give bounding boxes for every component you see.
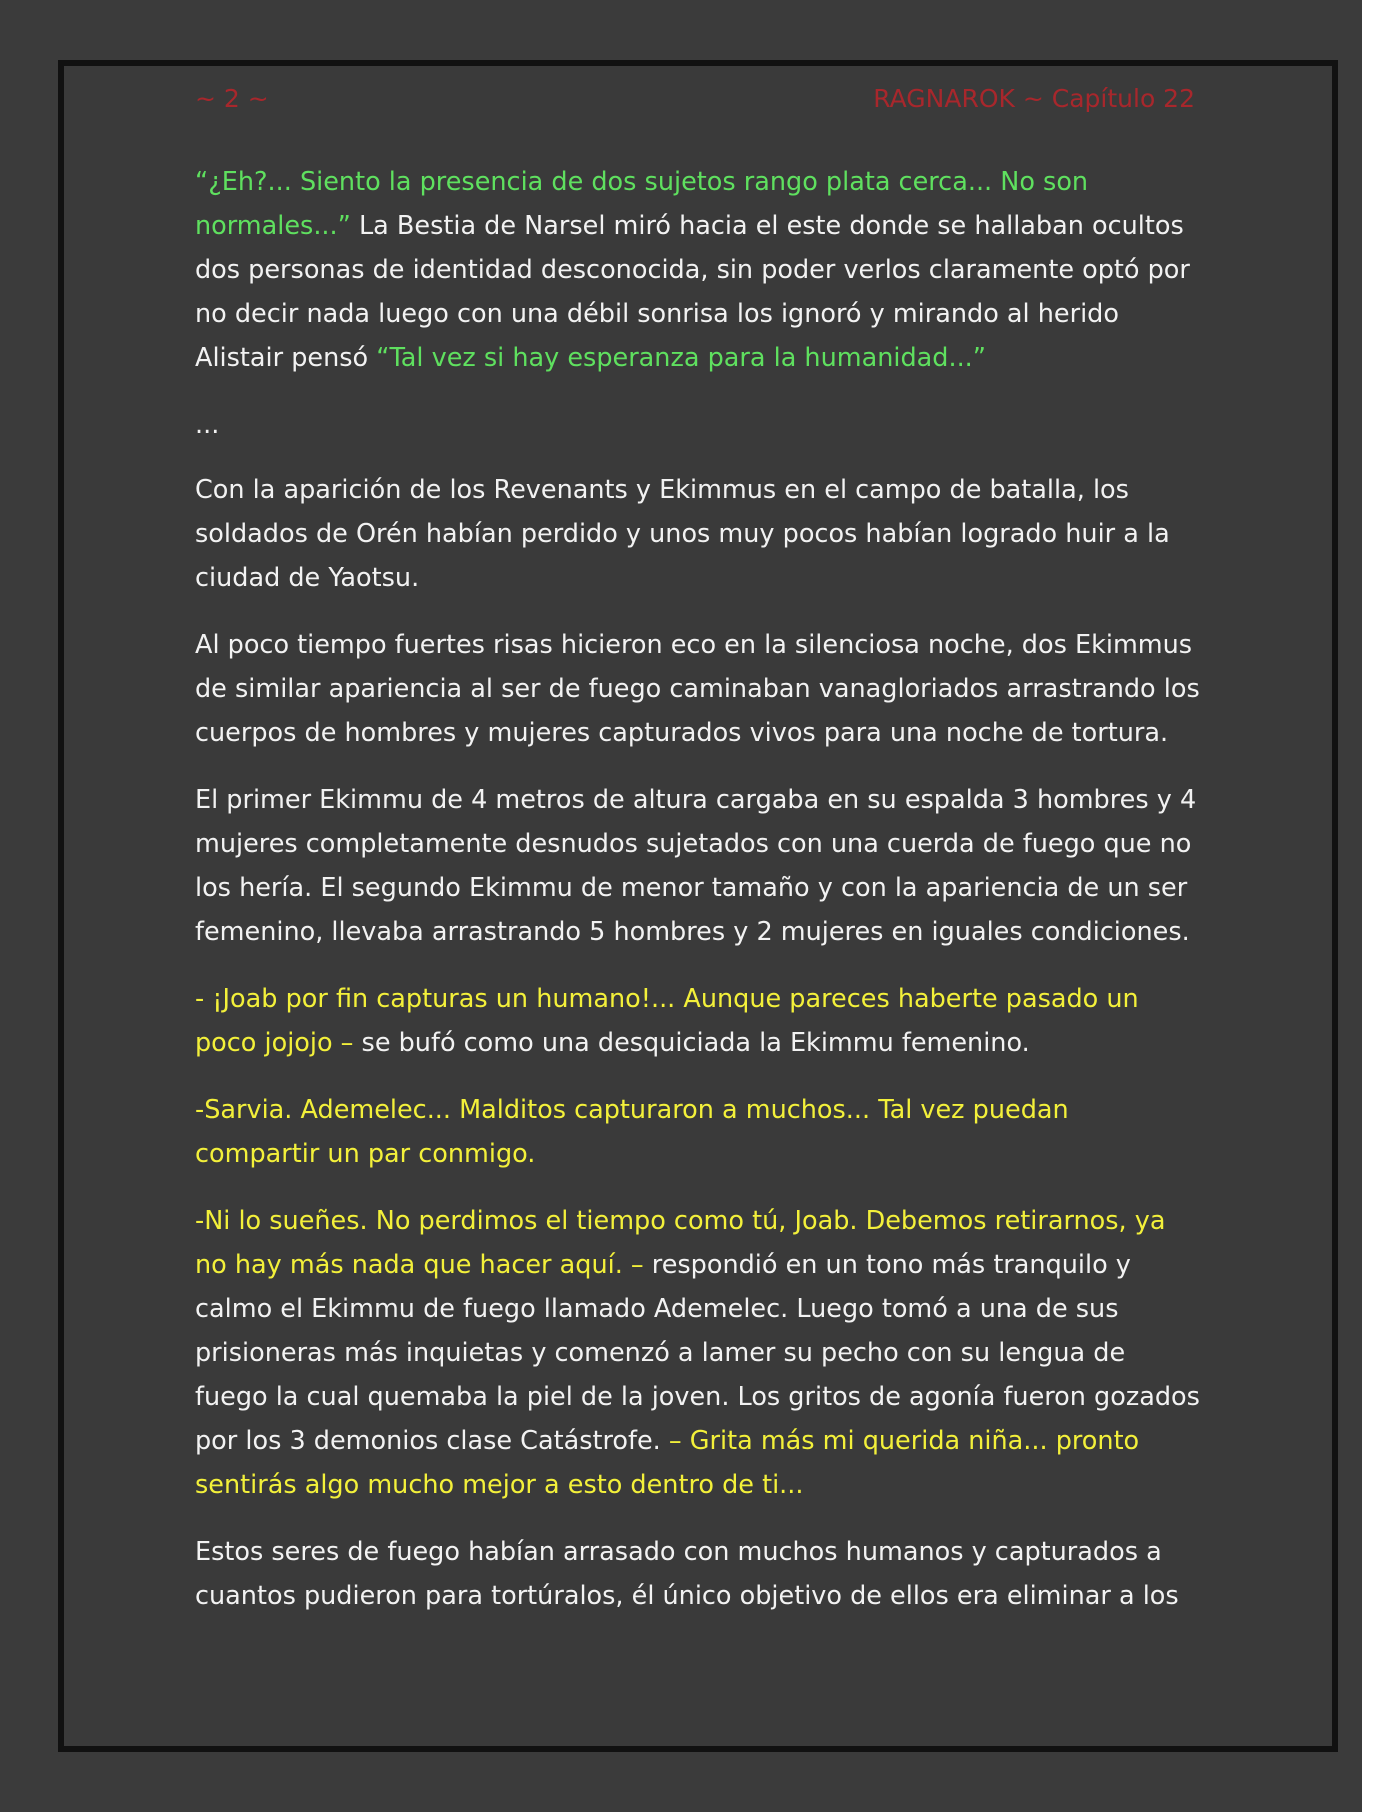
page-number: ~ 2 ~ [195,84,269,113]
scene-break [195,403,1200,447]
dialogue-text: “¿Eh?... Siento la presencia de dos sujetos rango plata cerca... No son normales...” [195,167,1089,241]
chapter-title: RAGNAROK ~ Capítulo 22 [873,84,1195,113]
narration-text: La Bestia de Narsel miró hacia el este donde se hallaban ocultos dos personas de identidad desconocida, sin poder verlos claramente optó por no decir nada luego con una débil sonrisa los ignoró y mirando al herido Alistair pensó [195,211,1190,373]
paragraph [195,623,1200,755]
narration-text: Con la aparición de los Revenants y Ekimmus en el campo de batalla, los soldados de Orén habían perdido y unos muy pocos habían logrado huir a la ciudad de Yaotsu. [195,475,1170,593]
paragraph [195,778,1200,954]
dialogue-text: -Sarvia. Ademelec... Malditos capturaron a muchos... Tal vez puedan compartir un par conmigo. [195,1095,1069,1169]
paragraph [195,1530,1200,1618]
paragraph [195,1199,1200,1507]
narration-text: respondió en un tono más tranquilo y calmo el Ekimmu de fuego llamado Ademelec. Luego tomó a una de sus prisioneras más inquietas y comenzó a lamer su pecho con su lengua de fuego la cual quemaba la piel de la joven. Los gritos de agonía fueron gozados por los 3 demonios clase Catástrofe. [195,1250,1200,1456]
paragraph [195,977,1200,1065]
narration-text: Estos seres de fuego habían arrasado con muchos humanos y capturados a cuantos pudieron para tortúralos, él único objetivo de ellos era eliminar a los [195,1537,1179,1611]
story-text [195,160,1200,1641]
page-header [195,84,1195,124]
narration-text: se bufó como una desquiciada la Ekimmu femenino. [353,1028,1030,1058]
paragraph [195,160,1200,380]
dialogue-text: - ¡Joab por fin capturas un humano!... Aunque pareces haberte pasado un poco jojojo – [195,984,1139,1058]
narration-text: ... [195,410,220,440]
paragraph [195,1088,1200,1176]
narration-text: Al poco tiempo fuertes risas hicieron eco en la silenciosa noche, dos Ekimmus de similar apariencia al ser de fuego caminaban vanagloriados arrastrando los cuerpos de hombres y mujeres capturados vivos para una noche de tortura. [195,630,1200,748]
dialogue-text: – Grita más mi querida niña... pronto sentirás algo mucho mejor a esto dentro de ti... [195,1426,1140,1500]
paragraph [195,468,1200,600]
dialogue-text: -Ni lo sueñes. No perdimos el tiempo como tú, Joab. Debemos retirarnos, ya no hay más nada que hacer aquí. – [195,1206,1166,1280]
narration-text: El primer Ekimmu de 4 metros de altura cargaba en su espalda 3 hombres y 4 mujeres completamente desnudos sujetados con una cuerda de fuego que no los hería. El segundo Ekimmu de menor tamaño y con la apariencia de un ser femenino, llevaba arrastrando 5 hombres y 2 mujeres en iguales condiciones. [195,785,1197,947]
dialogue-text: “Tal vez si hay esperanza para la humanidad...” [376,343,986,373]
